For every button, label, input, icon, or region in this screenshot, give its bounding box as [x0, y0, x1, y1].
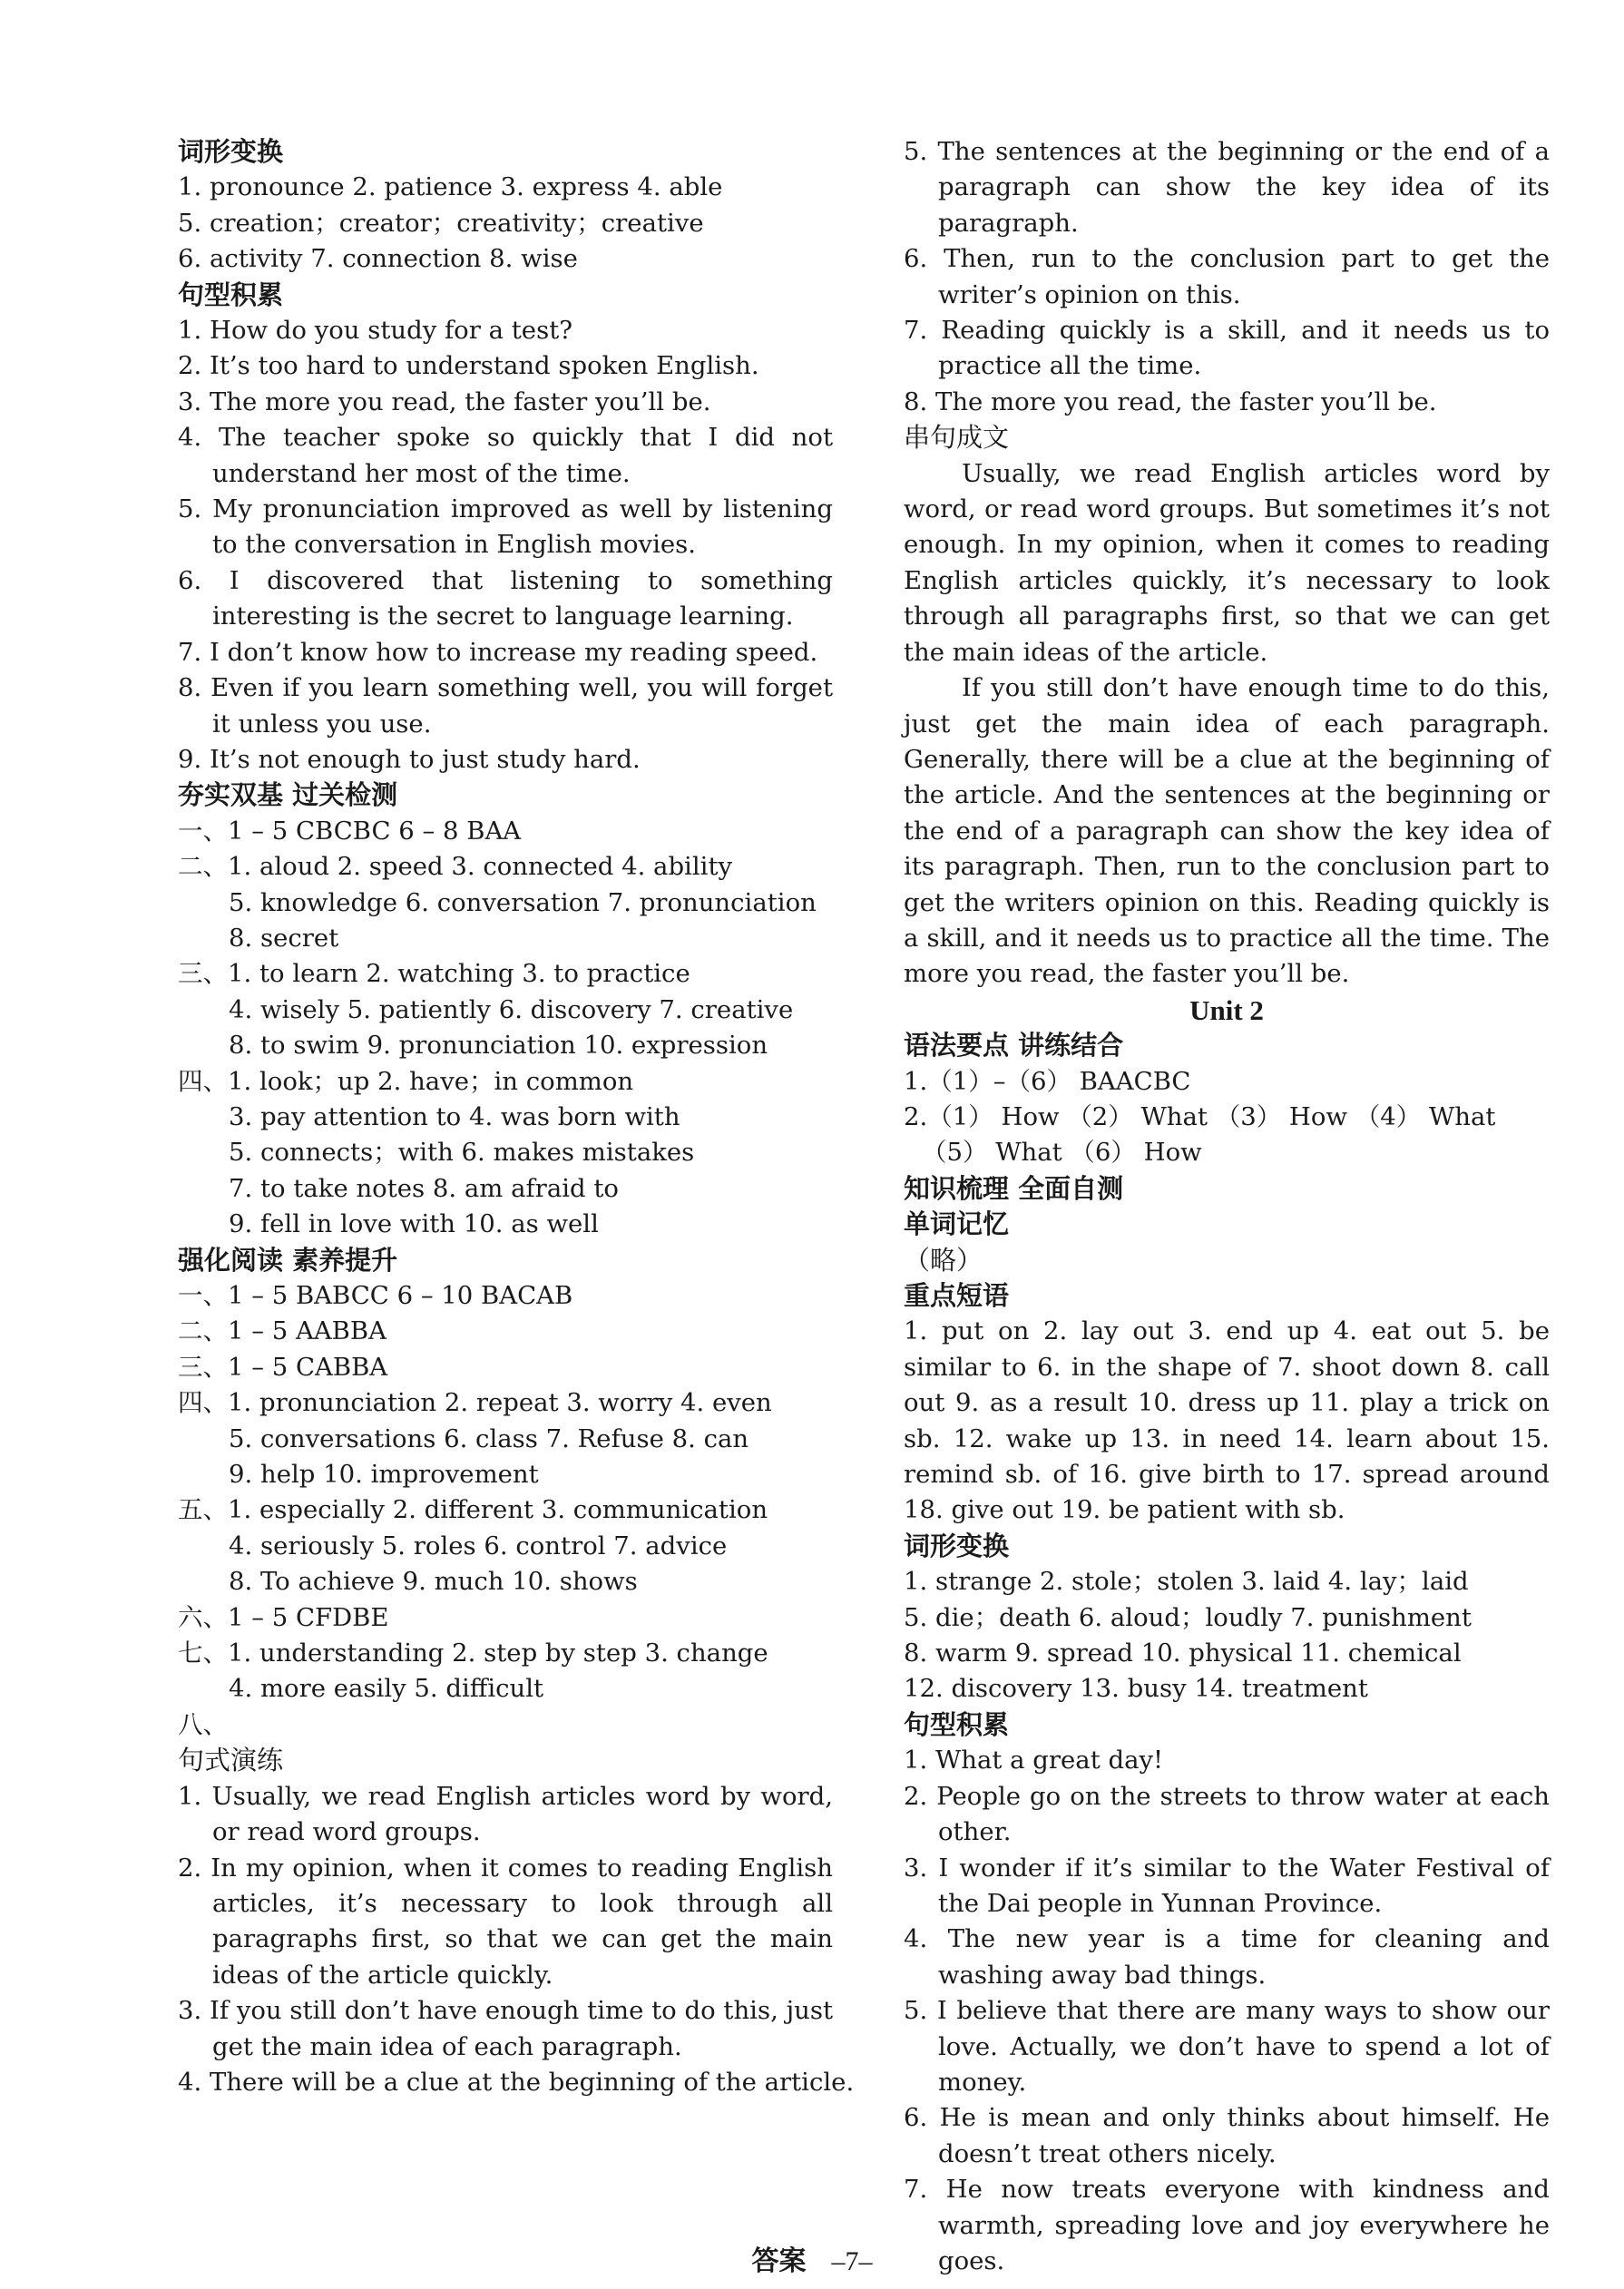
section-heading: 词形变换	[178, 136, 284, 167]
answer-line-continued: 4. more easily 5. difficult	[229, 1674, 544, 1704]
subsection-heading: 句式演练	[178, 1745, 284, 1776]
answer-item: 4. The teacher spoke so quickly that I did not understand her most of the time.	[178, 423, 833, 488]
answer-line-continued: 4. seriously 5. roles 6. control 7. advice	[229, 1531, 728, 1560]
answer-line: 3. The more you read, the faster you’ll be.	[178, 386, 711, 416]
answer-line: 2. It’s too hard to understand spoken English.	[178, 351, 759, 381]
section-heading: 单词记忆	[904, 1208, 1010, 1240]
answer-line-continued: 7. to take notes 8. am afraid to	[229, 1173, 619, 1203]
answer-line-continued: 5. connects；with 6. makes mistakes	[229, 1138, 695, 1168]
answer-line: 三、1 – 5 CABBA	[178, 1352, 388, 1382]
subsection-heading: （略）	[904, 1244, 983, 1276]
answer-item: 7. He now treats everyone with kindness and warmth, spreading love and joy everywhere he goes.	[904, 2175, 1550, 2275]
answer-line-continued: 5. conversations 6. class 7. Refuse 8. can	[229, 1423, 749, 1453]
footer-label: 答案	[751, 2245, 807, 2277]
composed-paragraph: Usually, we read English articles word by word, or read word groups. But sometimes it’s not enough. In my opinion, when it comes to reading English articles quickly, it’s necessary to look through all paragraphs first, so that we can get the main ideas of the article.	[904, 458, 1550, 667]
page-number: –7–	[831, 2246, 873, 2276]
answer-line: 2.（1） How （2） What （3） How （4） What	[904, 1101, 1496, 1131]
phrase-list: 1. put on 2. lay out 3. end up 4. eat out 5. be similar to 6. in the shape of 7. shoot down 8. call out 9. as a result 10. dress up 11. play a trick on sb. 12. wake up 13. in need 14. learn about 15. remind sb. of 16. give birth to 17. spread around 18. give out 19. be patient with sb.	[904, 1316, 1550, 1525]
subsection-heading: 串句成文	[904, 422, 1010, 454]
answer-line-continued: （5） What （6） How	[922, 1138, 1202, 1168]
answer-item: 2. People go on the streets to throw water at each other.	[904, 1781, 1550, 1847]
unit-title: Unit 2	[1189, 993, 1264, 1026]
answer-line-continued: 9. fell in love with 10. as well	[229, 1209, 599, 1239]
answer-line: 五、1. especially 2. different 3. communication	[178, 1495, 768, 1525]
answer-item: 3. I wonder if it’s similar to the Water Festival of the Dai people in Yunnan Province.	[904, 1853, 1550, 1918]
section-heading: 重点短语	[904, 1280, 1010, 1311]
answer-line: 1. strange 2. stole；stolen 3. laid 4. lay；laid	[904, 1567, 1469, 1597]
answer-line: 6. activity 7. connection 8. wise	[178, 244, 578, 274]
answer-item: 6. Then, run to the conclusion part to get the writer’s opinion on this.	[904, 244, 1550, 309]
answer-item: 6. I discovered that listening to something interesting is the secret to language learning.	[178, 565, 833, 631]
answer-line: 1.（1）–（6） BAACBC	[904, 1066, 1191, 1096]
answer-line: 9. It’s not enough to just study hard.	[178, 744, 641, 774]
answer-line: 12. discovery 13. busy 14. treatment	[904, 1674, 1368, 1704]
answer-line: 八、	[178, 1709, 228, 1739]
answer-line: 8. The more you read, the faster you’ll be.	[904, 386, 1437, 416]
answer-line: 8. warm 9. spread 10. physical 11. chemical	[904, 1638, 1462, 1668]
answer-item: 4. The new year is a time for cleaning and washing away bad things.	[904, 1924, 1550, 1990]
answer-line: 5. die；death 6. aloud；loudly 7. punishment	[904, 1602, 1472, 1632]
answer-line: 二、1. aloud 2. speed 3. connected 4. ability	[178, 852, 733, 882]
answer-line: 二、1 – 5 AABBA	[178, 1316, 386, 1346]
section-heading: 知识梳理 全面自测	[904, 1172, 1124, 1204]
answer-line: 1. pronounce 2. patience 3. express 4. able	[178, 172, 723, 202]
answer-line: 一、1 – 5 BABCC 6 – 10 BACAB	[178, 1281, 573, 1310]
section-heading: 语法要点 讲练结合	[904, 1030, 1124, 1061]
answer-line: 1. What a great day!	[904, 1746, 1164, 1775]
answer-line-continued: 8. secret	[229, 923, 339, 953]
answer-line: 三、1. to learn 2. watching 3. to practice	[178, 959, 690, 989]
answer-item: 5. My pronunciation improved as well by listening to the conversation in English movies.	[178, 494, 833, 560]
answer-line: 四、1. look；up 2. have；in common	[178, 1066, 634, 1096]
answer-line-continued: 4. wisely 5. patiently 6. discovery 7. creative	[229, 994, 794, 1024]
answer-line-continued: 8. to swim 9. pronunciation 10. expression	[229, 1031, 768, 1061]
answer-item: 2. In my opinion, when it comes to reading English articles, it’s necessary to look through all paragraphs first, so that we can get the main ideas of the article quickly.	[178, 1853, 833, 1990]
answer-line: 六、1 – 5 CFDBE	[178, 1602, 389, 1632]
answer-line: 七、1. understanding 2. step by step 3. change	[178, 1638, 768, 1668]
left-column	[178, 134, 855, 2100]
section-heading: 词形变换	[904, 1530, 1010, 1561]
answer-line-continued: 5. knowledge 6. conversation 7. pronunciation	[229, 887, 817, 917]
answer-item: 1. Usually, we read English articles word by word, or read word groups.	[178, 1781, 833, 1847]
answer-line: 5. creation；creator；creativity；creative	[178, 208, 704, 238]
section-heading: 句型积累	[904, 1708, 1010, 1740]
answer-item: 6. He is mean and only thinks about himself. He doesn’t treat others nicely.	[904, 2103, 1550, 2168]
answer-item: 7. Reading quickly is a skill, and it needs us to practice all the time.	[904, 316, 1550, 381]
answer-line-continued: 9. help 10. improvement	[229, 1460, 539, 1490]
section-heading: 夯实双基 过关检测	[178, 779, 398, 811]
answer-item: 5. The sentences at the beginning or the end of a paragraph can show the key idea of its paragraph.	[904, 137, 1550, 238]
answer-line-continued: 3. pay attention to 4. was born with	[229, 1101, 680, 1131]
answer-line: 1. How do you study for a test?	[178, 316, 572, 346]
answer-item: 5. I believe that there are many ways to show our love. Actually, we don’t have to spend a lot of money.	[904, 1996, 1550, 2097]
right-column	[904, 134, 1550, 2279]
answer-line: 4. There will be a clue at the beginning of the article.	[178, 2067, 855, 2097]
answer-item: 3. If you still don’t have enough time to do this, just get the main idea of each paragraph.	[178, 1996, 833, 2061]
answer-line: 一、1 – 5 CBCBC 6 – 8 BAA	[178, 816, 522, 846]
section-heading: 句型积累	[178, 279, 284, 310]
composed-paragraph: If you still don’t have enough time to do this, just get the main idea of each paragraph. Generally, there will be a clue at the beginning of the article. And the sentences at the beginning or the end of a paragraph can show the key idea of its paragraph. Then, run to the conclusion part to get the writers opinion on this. Reading quickly is a skill, and it needs us to practice all the time. The more you read, the faster you’ll be.	[904, 673, 1550, 989]
answer-item: 8. Even if you learn something well, you will forget it unless you use.	[178, 673, 833, 739]
page-footer	[0, 2238, 1624, 2278]
answer-line: 四、1. pronunciation 2. repeat 3. worry 4. even	[178, 1388, 772, 1418]
answer-line: 7. I don’t know how to increase my reading speed.	[178, 637, 818, 667]
answer-line-continued: 8. To achieve 9. much 10. shows	[229, 1567, 638, 1597]
section-heading: 强化阅读 素养提升	[178, 1244, 398, 1276]
